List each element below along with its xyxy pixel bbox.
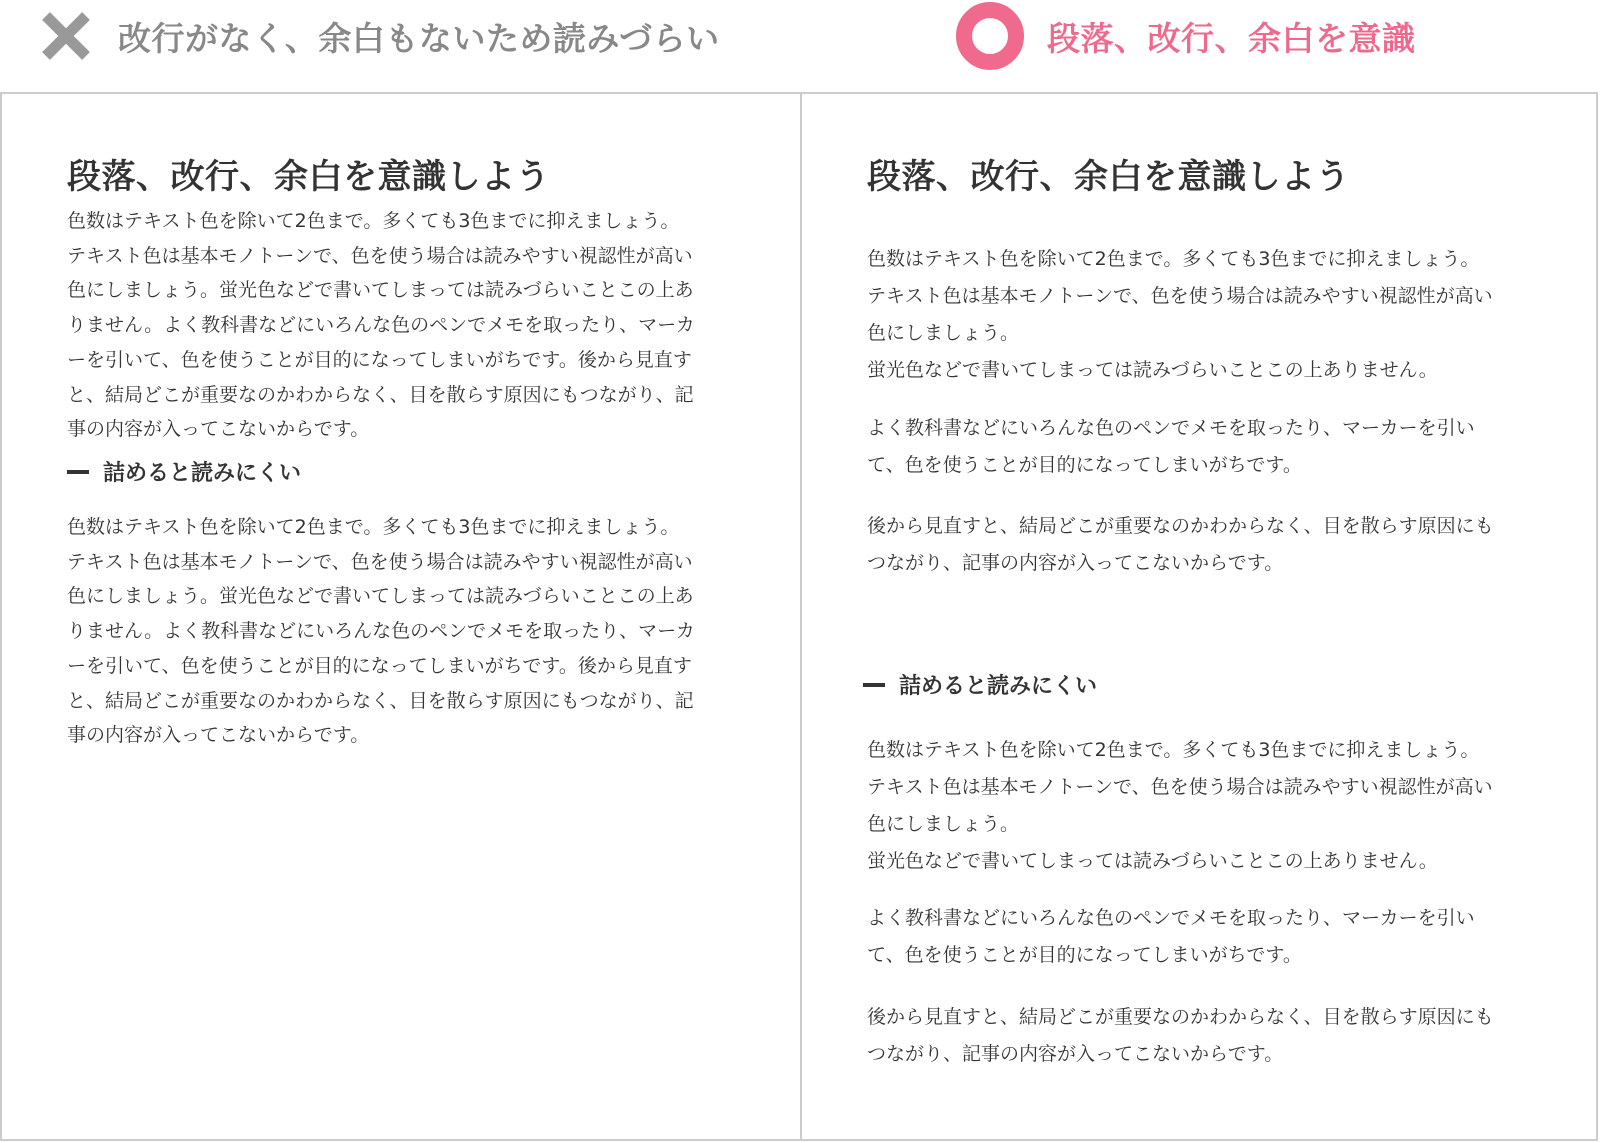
text-line: て、色を使うことが目的になってしまいがちです。 bbox=[867, 454, 1302, 476]
good-subheading bbox=[863, 669, 1097, 700]
text-line: 色にしましょう。蛍光色などで書いてしまっては読みづらいことこの上あ bbox=[67, 279, 694, 302]
text-line: と、結局どこが重要なのかわからなく、目を散らす原因にもつながり、記 bbox=[67, 383, 694, 406]
good-subheading-label: 詰めると読みにくい bbox=[899, 674, 1098, 699]
good-section1-paragraph-2 bbox=[867, 410, 1537, 484]
text-line: 蛍光色などで書いてしまっては読みづらいことこの上ありません。 bbox=[867, 850, 1438, 872]
text-line: 事の内容が入ってこないからです。 bbox=[67, 418, 370, 441]
good-section2-paragraph-3 bbox=[867, 999, 1537, 1073]
good-section1-paragraph-3 bbox=[867, 508, 1537, 582]
text-line: よく教科書などにいろんな色のペンでメモを取ったり、マーカーを引い bbox=[867, 907, 1475, 929]
bad-subheading bbox=[67, 456, 301, 487]
bad-article-title: 段落、改行、余白を意識しよう bbox=[67, 157, 550, 197]
column-divider bbox=[800, 92, 802, 1141]
text-line: 色数はテキスト色を除いて2色まで。多くても3色までに抑えましょう。 bbox=[867, 739, 1480, 761]
text-line: 後から見直すと、結局どこが重要なのかわからなく、目を散らす原因にも bbox=[867, 1006, 1494, 1028]
text-line: つながり、記事の内容が入ってこないからです。 bbox=[867, 1043, 1284, 1065]
good-article-title: 段落、改行、余白を意識しよう bbox=[867, 157, 1350, 197]
text-line: りません。よく教科書などにいろんな色のペンでメモを取ったり、マーカ bbox=[67, 314, 695, 337]
comparison-header bbox=[0, 0, 1600, 92]
bad-example-label: 改行がなく、余白もないため読みづらい bbox=[118, 18, 720, 58]
bad-example-header bbox=[38, 8, 720, 64]
text-line: テキスト色は基本モノトーンで、色を使う場合は読みやすい視認性が高い bbox=[67, 244, 693, 267]
dash-icon bbox=[67, 470, 89, 474]
text-line: 色数はテキスト色を除いて2色まで。多くても3色までに抑えましょう。 bbox=[867, 248, 1480, 270]
text-line: テキスト色は基本モノトーンで、色を使う場合は読みやすい視認性が高い bbox=[867, 776, 1493, 798]
text-line: つながり、記事の内容が入ってこないからです。 bbox=[867, 552, 1284, 574]
text-line: 色数はテキスト色を除いて2色まで。多くても3色までに抑えましょう。 bbox=[67, 516, 680, 538]
text-line: よく教科書などにいろんな色のペンでメモを取ったり、マーカーを引い bbox=[867, 417, 1475, 439]
good-example-label: 段落、改行、余白を意識 bbox=[1047, 18, 1416, 58]
good-section2-paragraph-2 bbox=[867, 900, 1537, 974]
dash-icon bbox=[863, 683, 885, 687]
text-line: りません。よく教科書などにいろんな色のペンでメモを取ったり、マーカ bbox=[67, 620, 695, 643]
text-line: 色にしましょう。 bbox=[867, 813, 1020, 835]
good-example-header bbox=[955, 0, 1416, 72]
bad-paragraph-1 bbox=[67, 204, 737, 447]
good-section1-paragraph-1 bbox=[867, 241, 1537, 389]
text-line: テキスト色は基本モノトーンで、色を使う場合は読みやすい視認性が高い bbox=[67, 550, 693, 573]
text-line: 色にしましょう。蛍光色などで書いてしまっては読みづらいことこの上あ bbox=[67, 585, 694, 608]
text-line: と、結局どこが重要なのかわからなく、目を散らす原因にもつながり、記 bbox=[67, 689, 694, 712]
text-line: ーを引いて、色を使うことが目的になってしまいがちです。後から見直す bbox=[67, 654, 692, 677]
bad-paragraph-2 bbox=[67, 510, 737, 753]
text-line: 蛍光色などで書いてしまっては読みづらいことこの上ありません。 bbox=[867, 359, 1438, 381]
text-line: 色にしましょう。 bbox=[867, 322, 1020, 344]
cross-icon bbox=[38, 8, 94, 64]
text-line: 事の内容が入ってこないからです。 bbox=[67, 724, 370, 747]
text-line: テキスト色は基本モノトーンで、色を使う場合は読みやすい視認性が高い bbox=[867, 285, 1493, 307]
text-line: 後から見直すと、結局どこが重要なのかわからなく、目を散らす原因にも bbox=[867, 515, 1494, 537]
circle-icon bbox=[955, 1, 1025, 71]
text-line: て、色を使うことが目的になってしまいがちです。 bbox=[867, 944, 1302, 966]
bad-subheading-label: 詰めると読みにくい bbox=[103, 461, 302, 486]
text-line: 色数はテキスト色を除いて2色まで。多くても3色までに抑えましょう。 bbox=[67, 210, 680, 232]
text-line: ーを引いて、色を使うことが目的になってしまいがちです。後から見直す bbox=[67, 348, 692, 371]
good-section2-paragraph-1 bbox=[867, 732, 1537, 880]
